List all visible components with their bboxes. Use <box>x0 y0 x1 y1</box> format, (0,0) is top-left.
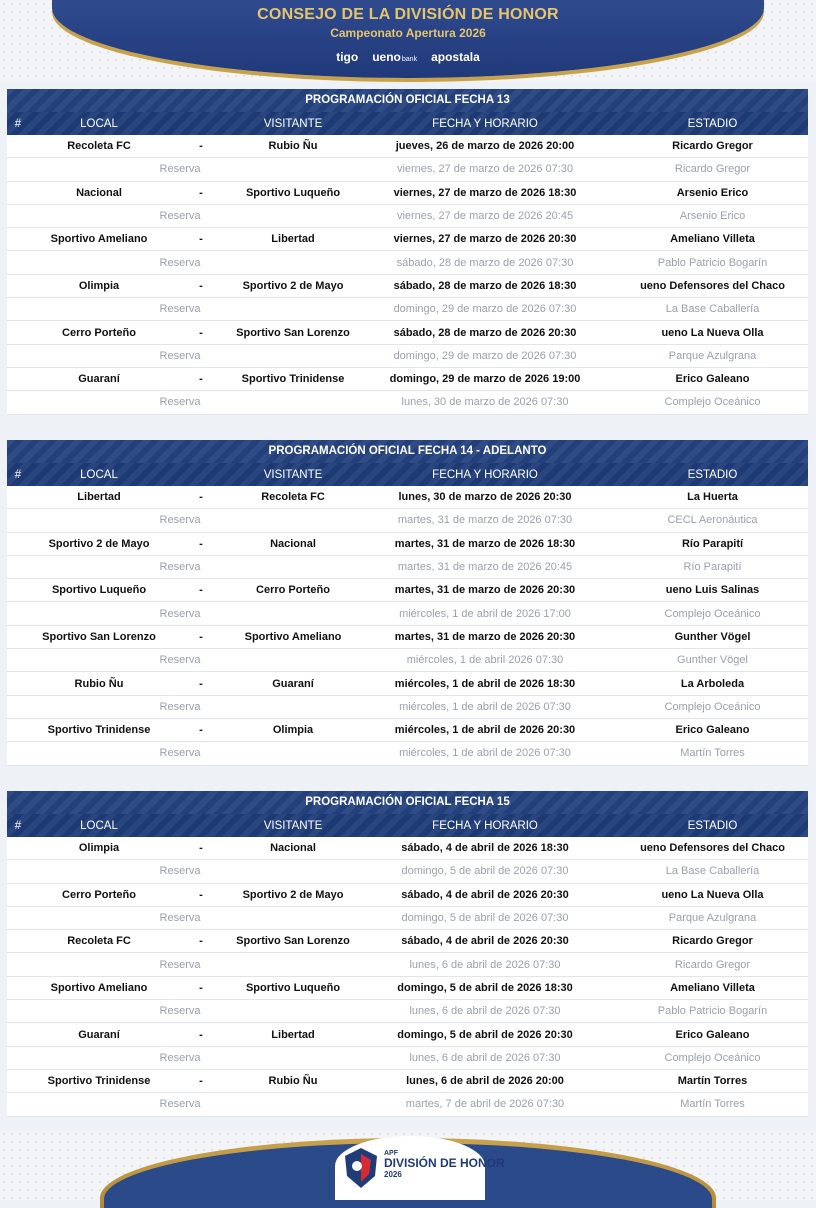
local-team: Sportivo 2 de Mayo <box>48 537 150 550</box>
versus-dash: - <box>199 233 203 246</box>
versus-dash: - <box>199 140 203 153</box>
visiting-team: Guaraní <box>272 677 314 690</box>
match-row <box>7 321 808 344</box>
reserve-stadium: La Base Caballería <box>665 865 760 878</box>
col-num: # <box>14 468 22 481</box>
reserve-datetime: lunes, 6 de abril de 2026 07:30 <box>409 1005 561 1018</box>
local-team: Olimpia <box>78 842 120 855</box>
match-datetime: martes, 31 de marzo de 2026 20:30 <box>394 584 576 597</box>
match-stadium: Ameliano Villeta <box>670 233 755 246</box>
reserve-stadium: Parque Azulgrana <box>668 912 757 925</box>
local-team: Libertad <box>77 491 121 504</box>
local-team: Cerro Porteño <box>62 326 136 339</box>
col-fecha: FECHA Y HORARIO <box>432 468 538 481</box>
visiting-team: Sportivo San Lorenzo <box>236 935 350 948</box>
reserve-datetime: miércoles, 1 de abril de 2026 07:30 <box>399 700 571 713</box>
reserve-stadium: Pablo Patricio Bogarín <box>657 1005 768 1018</box>
footer-logo-text: APF DIVISIÓN DE HONOR 2026 <box>384 1150 505 1179</box>
reserve-stadium: Complejo Oceánico <box>664 700 761 713</box>
match-datetime: domingo, 5 de abril de 2026 18:30 <box>397 981 573 994</box>
reserve-datetime: domingo, 5 de abril de 2026 07:30 <box>401 865 569 878</box>
match-datetime: viernes, 27 de marzo de 2026 20:30 <box>393 233 577 246</box>
sponsor-logo-apostala: apostala <box>431 50 480 64</box>
local-team: Sportivo Ameliano <box>50 981 148 994</box>
reserve-stadium: Pablo Patricio Bogarín <box>657 256 768 269</box>
visiting-team: Sportivo San Lorenzo <box>236 326 350 339</box>
reserve-datetime: viernes, 27 de marzo de 2026 07:30 <box>396 163 574 176</box>
reserve-row <box>7 907 808 930</box>
reserve-row <box>7 1000 808 1023</box>
match-row <box>7 930 808 953</box>
reserve-label: Reserva <box>159 256 201 269</box>
reserve-row <box>7 205 808 228</box>
schedule-section-14 <box>7 440 808 766</box>
reserve-label: Reserva <box>159 1051 201 1064</box>
match-row <box>7 182 808 205</box>
reserve-row <box>7 953 808 976</box>
reserve-stadium: Complejo Oceánico <box>664 1051 761 1064</box>
versus-dash: - <box>199 1028 203 1041</box>
match-stadium: ueno Defensores del Chaco <box>640 279 785 292</box>
visiting-team: Libertad <box>271 233 315 246</box>
reserve-label: Reserva <box>159 396 201 409</box>
reserve-row <box>7 1047 808 1070</box>
visiting-team: Sportivo 2 de Mayo <box>242 279 344 292</box>
col-local: LOCAL <box>80 117 118 130</box>
col-estadio: ESTADIO <box>687 468 738 481</box>
reserve-stadium: Complejo Oceánico <box>664 607 761 620</box>
reserve-datetime: lunes, 6 de abril de 2026 07:30 <box>409 1051 561 1064</box>
section-title: PROGRAMACIÓN OFICIAL FECHA 15 <box>7 791 808 814</box>
reserve-row <box>7 860 808 883</box>
match-datetime: domingo, 5 de abril de 2026 20:30 <box>397 1028 573 1041</box>
match-datetime: miércoles, 1 de abril de 2026 20:30 <box>394 724 576 737</box>
reserve-stadium: Gunther Vögel <box>677 654 748 667</box>
match-stadium: ueno La Nueva Olla <box>661 888 764 901</box>
reserve-row <box>7 742 808 765</box>
reserve-label: Reserva <box>159 349 201 362</box>
local-team: Guaraní <box>78 1028 120 1041</box>
reserve-datetime: martes, 31 de marzo de 2026 07:30 <box>397 514 573 527</box>
col-local: LOCAL <box>80 819 118 832</box>
versus-dash: - <box>199 724 203 737</box>
reserve-datetime: domingo, 5 de abril de 2026 07:30 <box>401 912 569 925</box>
reserve-datetime: domingo, 29 de marzo de 2026 07:30 <box>393 303 577 316</box>
reserve-stadium: La Base Caballería <box>665 303 760 316</box>
versus-dash: - <box>199 888 203 901</box>
match-row <box>7 486 808 509</box>
visiting-team: Libertad <box>271 1028 315 1041</box>
match-datetime: sábado, 4 de abril de 2026 20:30 <box>401 935 569 948</box>
match-stadium: Ameliano Villeta <box>670 981 755 994</box>
versus-dash: - <box>199 186 203 199</box>
reserve-datetime: lunes, 30 de marzo de 2026 07:30 <box>401 396 569 409</box>
reserve-stadium: Parque Azulgrana <box>668 349 757 362</box>
visiting-team: Recoleta FC <box>261 491 325 504</box>
match-row <box>7 1070 808 1093</box>
match-datetime: sábado, 4 de abril de 2026 20:30 <box>401 888 569 901</box>
reserve-label: Reserva <box>159 700 201 713</box>
local-team: Olimpia <box>78 279 120 292</box>
reserve-datetime: sábado, 28 de marzo de 2026 07:30 <box>396 256 574 269</box>
reserve-stadium: Complejo Oceánico <box>664 396 761 409</box>
reserve-datetime: domingo, 29 de marzo de 2026 07:30 <box>393 349 577 362</box>
match-stadium: ueno La Nueva Olla <box>661 326 764 339</box>
reserve-datetime: miércoles, 1 de abril de 2026 17:00 <box>399 607 571 620</box>
local-team: Guaraní <box>78 373 120 386</box>
visiting-team: Sportivo Ameliano <box>244 630 342 643</box>
match-stadium: ueno Luis Salinas <box>665 584 760 597</box>
visiting-team: Nacional <box>270 842 316 855</box>
match-datetime: miércoles, 1 de abril de 2026 18:30 <box>394 677 576 690</box>
reserve-row <box>7 602 808 625</box>
reserve-label: Reserva <box>159 865 201 878</box>
match-stadium: Ricardo Gregor <box>672 935 753 948</box>
reserve-label: Reserva <box>159 747 201 760</box>
versus-dash: - <box>199 842 203 855</box>
visiting-team: Nacional <box>270 537 316 550</box>
reserve-label: Reserva <box>159 561 201 574</box>
reserve-datetime: martes, 31 de marzo de 2026 20:45 <box>397 561 573 574</box>
reserve-row <box>7 556 808 579</box>
reserve-label: Reserva <box>159 654 201 667</box>
match-datetime: martes, 31 de marzo de 2026 18:30 <box>394 537 576 550</box>
page-title: CONSEJO DE LA DIVISIÓN DE HONOR <box>257 6 559 23</box>
local-team: Nacional <box>76 186 122 199</box>
section-title: PROGRAMACIÓN OFICIAL FECHA 13 <box>7 89 808 112</box>
match-row <box>7 719 808 742</box>
reserve-label: Reserva <box>159 958 201 971</box>
column-header <box>7 814 808 837</box>
visiting-team: Sportivo 2 de Mayo <box>242 888 344 901</box>
reserve-label: Reserva <box>159 163 201 176</box>
match-datetime: martes, 31 de marzo de 2026 20:30 <box>394 630 576 643</box>
col-visitante: VISITANTE <box>263 468 323 481</box>
visiting-team: Olimpia <box>272 724 314 737</box>
versus-dash: - <box>199 326 203 339</box>
versus-dash: - <box>199 373 203 386</box>
reserve-row <box>7 158 808 181</box>
match-row <box>7 579 808 602</box>
local-team: Sportivo Trinidense <box>47 724 151 737</box>
local-team: Sportivo San Lorenzo <box>42 630 156 643</box>
match-stadium: La Huerta <box>687 491 738 504</box>
local-team: Recoleta FC <box>67 140 131 153</box>
local-team: Sportivo Luqueño <box>51 584 147 597</box>
col-num: # <box>14 819 22 832</box>
reserve-label: Reserva <box>159 303 201 316</box>
reserve-label: Reserva <box>159 607 201 620</box>
reserve-label: Reserva <box>159 1005 201 1018</box>
match-datetime: domingo, 29 de marzo de 2026 19:00 <box>389 373 581 386</box>
match-row <box>7 837 808 860</box>
match-row <box>7 884 808 907</box>
local-team: Sportivo Trinidense <box>47 1075 151 1088</box>
reserve-row <box>7 251 808 274</box>
match-stadium: Erico Galeano <box>675 373 750 386</box>
visiting-team: Sportivo Trinidense <box>241 373 345 386</box>
reserve-row <box>7 509 808 532</box>
match-stadium: La Arboleda <box>680 677 745 690</box>
col-visitante: VISITANTE <box>263 819 323 832</box>
visiting-team: Sportivo Luqueño <box>245 186 341 199</box>
col-fecha: FECHA Y HORARIO <box>432 819 538 832</box>
reserve-datetime: martes, 7 de abril de 2026 07:30 <box>405 1098 565 1111</box>
visiting-team: Rubio Ñu <box>268 1075 318 1088</box>
match-row <box>7 135 808 158</box>
match-stadium: Erico Galeano <box>675 724 750 737</box>
reserve-stadium: Arsenio Erico <box>679 210 746 223</box>
versus-dash: - <box>199 935 203 948</box>
match-stadium: Martín Torres <box>677 1075 748 1088</box>
col-estadio: ESTADIO <box>687 117 738 130</box>
match-stadium: Erico Galeano <box>675 1028 750 1041</box>
reserve-row <box>7 1093 808 1116</box>
col-estadio: ESTADIO <box>687 819 738 832</box>
match-row <box>7 533 808 556</box>
schedule-section-15 <box>7 791 808 1117</box>
reserve-row <box>7 649 808 672</box>
reserve-datetime: viernes, 27 de marzo de 2026 20:45 <box>396 210 574 223</box>
match-stadium: Ricardo Gregor <box>672 140 753 153</box>
match-row <box>7 228 808 251</box>
versus-dash: - <box>199 279 203 292</box>
col-visitante: VISITANTE <box>263 117 323 130</box>
match-stadium: Gunther Vögel <box>674 630 751 643</box>
reserve-row <box>7 391 808 414</box>
local-team: Rubio Ñu <box>74 677 124 690</box>
reserve-datetime: miércoles, 1 de abril 2026 07:30 <box>406 654 564 667</box>
match-row <box>7 368 808 391</box>
match-row <box>7 672 808 695</box>
local-team: Sportivo Ameliano <box>50 233 148 246</box>
visiting-team: Cerro Porteño <box>256 584 330 597</box>
reserve-datetime: lunes, 6 de abril de 2026 07:30 <box>409 958 561 971</box>
reserve-datetime: miércoles, 1 de abril de 2026 07:30 <box>399 747 571 760</box>
reserve-row <box>7 696 808 719</box>
col-num: # <box>14 117 22 130</box>
reserve-row <box>7 298 808 321</box>
match-stadium: Arsenio Erico <box>676 186 749 199</box>
reserve-stadium: Martín Torres <box>680 747 745 760</box>
reserve-stadium: CECL Aeronáutica <box>667 514 758 527</box>
page-subtitle: Campeonato Apertura 2026 <box>330 26 486 40</box>
reserve-stadium: Río Parapití <box>683 561 742 574</box>
reserve-stadium: Ricardo Gregor <box>674 958 751 971</box>
versus-dash: - <box>199 981 203 994</box>
versus-dash: - <box>199 1075 203 1088</box>
match-datetime: sábado, 28 de marzo de 2026 18:30 <box>393 279 577 292</box>
sponsor-logo-ueno: uenobank <box>372 50 418 64</box>
sponsor-logos <box>52 50 764 64</box>
sponsor-logo-tigo: tigo <box>336 50 359 64</box>
match-datetime: lunes, 30 de marzo de 2026 20:30 <box>398 491 572 504</box>
column-header <box>7 463 808 486</box>
versus-dash: - <box>199 584 203 597</box>
visiting-team: Rubio Ñu <box>268 140 318 153</box>
reserve-stadium: Ricardo Gregor <box>674 163 751 176</box>
col-local: LOCAL <box>80 468 118 481</box>
division-honor-shield-icon <box>343 1146 379 1190</box>
match-datetime: lunes, 6 de abril de 2026 20:00 <box>406 1075 564 1088</box>
local-team: Cerro Porteño <box>62 888 136 901</box>
versus-dash: - <box>199 537 203 550</box>
reserve-label: Reserva <box>159 514 201 527</box>
versus-dash: - <box>199 677 203 690</box>
match-datetime: sábado, 28 de marzo de 2026 20:30 <box>393 326 577 339</box>
local-team: Recoleta FC <box>67 935 131 948</box>
match-datetime: sábado, 4 de abril de 2026 18:30 <box>401 842 569 855</box>
column-header <box>7 112 808 135</box>
reserve-label: Reserva <box>159 1098 201 1111</box>
col-fecha: FECHA Y HORARIO <box>432 117 538 130</box>
reserve-row <box>7 345 808 368</box>
match-row <box>7 275 808 298</box>
match-row <box>7 626 808 649</box>
match-row <box>7 1023 808 1046</box>
reserve-label: Reserva <box>159 210 201 223</box>
reserve-label: Reserva <box>159 912 201 925</box>
reserve-stadium: Martín Torres <box>680 1098 745 1111</box>
visiting-team: Sportivo Luqueño <box>245 981 341 994</box>
versus-dash: - <box>199 630 203 643</box>
match-stadium: Río Parapití <box>681 537 744 550</box>
match-row <box>7 977 808 1000</box>
match-stadium: ueno Defensores del Chaco <box>640 842 785 855</box>
match-datetime: viernes, 27 de marzo de 2026 18:30 <box>393 186 577 199</box>
versus-dash: - <box>199 491 203 504</box>
section-title: PROGRAMACIÓN OFICIAL FECHA 14 - ADELANTO <box>7 440 808 463</box>
match-datetime: jueves, 26 de marzo de 2026 20:00 <box>395 140 575 153</box>
schedule-section-13 <box>7 89 808 415</box>
